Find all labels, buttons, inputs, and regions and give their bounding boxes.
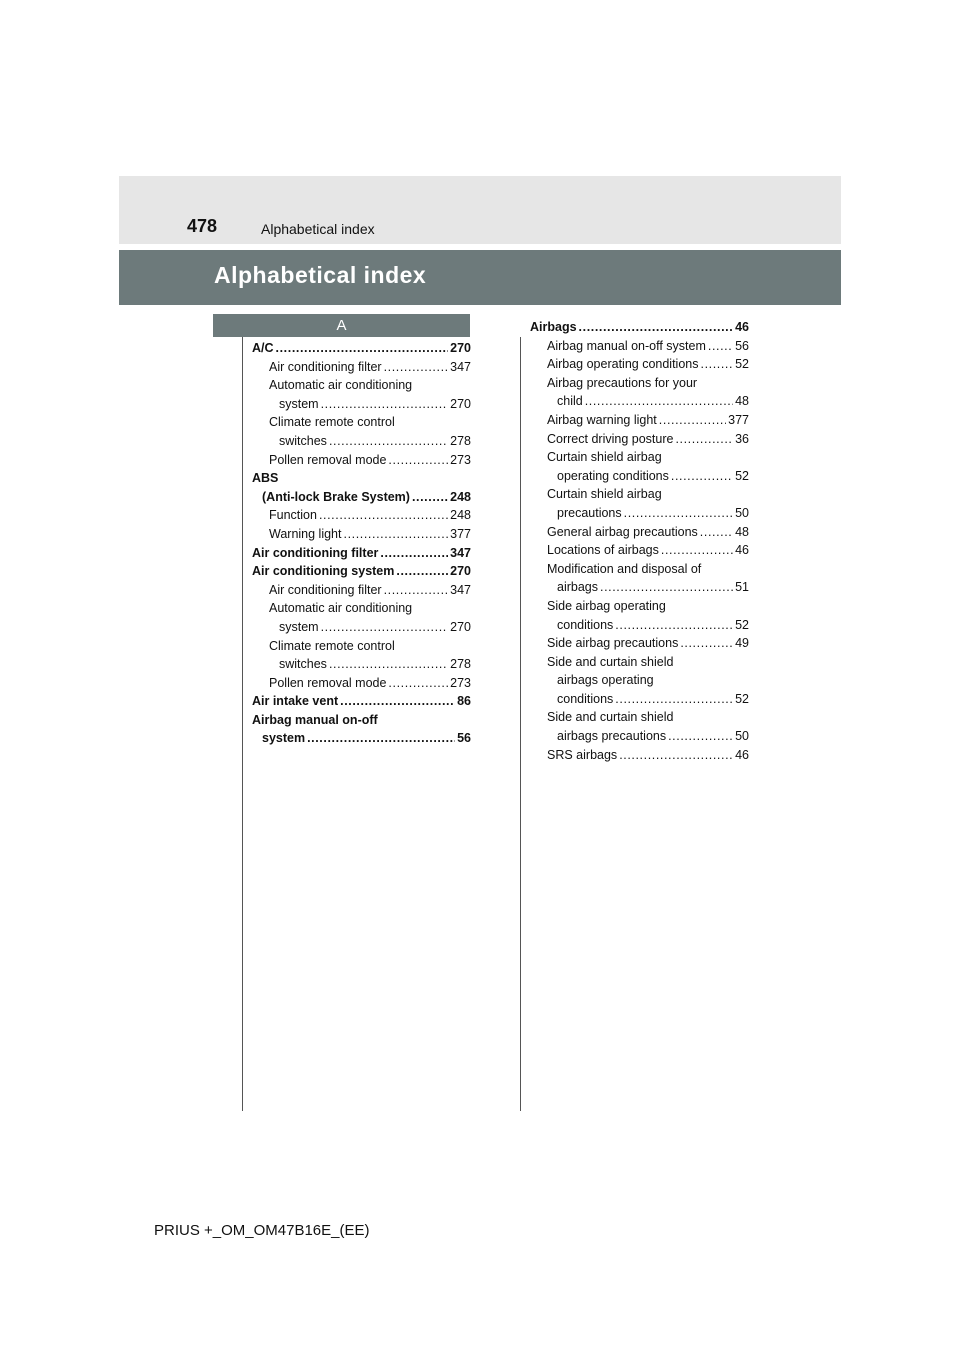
index-entry-page: 270 (450, 619, 471, 634)
index-entry-text: Air conditioning filter (269, 359, 382, 374)
index-entry-text: switches (279, 657, 327, 672)
index-entry-page: 50 (735, 505, 749, 520)
dot-leader (344, 525, 449, 544)
index-entry (252, 376, 471, 395)
dot-leader (624, 504, 733, 523)
index-entry-page: 51 (735, 580, 749, 595)
index-entry (252, 339, 471, 358)
index-entry-text: (Anti-lock Brake System) (262, 489, 410, 504)
index-entry (252, 488, 471, 507)
index-entry-text: Side airbag operating (547, 598, 666, 613)
index-entry (252, 655, 471, 674)
index-entry-page: 248 (450, 508, 471, 523)
index-entry-text: Air conditioning system (252, 564, 395, 579)
index-entry-page: 46 (735, 543, 749, 558)
index-entry-text: Air intake vent (252, 694, 339, 709)
index-entry-page: 49 (735, 636, 749, 651)
index-entry-text: Modification and disposal of (547, 561, 702, 576)
index-entry-text: Airbags (530, 320, 577, 334)
index-entry-text: airbags (557, 580, 598, 595)
index-entry-text: Correct driving posture (547, 431, 674, 446)
header-band (119, 176, 841, 244)
dot-leader (321, 395, 449, 414)
index-entry (530, 392, 749, 411)
index-entry-text: Climate remote control (269, 415, 395, 430)
index-entry-text: Pollen removal mode (269, 452, 387, 467)
dot-leader (412, 488, 448, 507)
page-title: Alphabetical index (214, 262, 427, 288)
index-entry-text: A/C (252, 341, 274, 355)
index-entry-text: Automatic air conditioning (269, 378, 413, 393)
dot-leader (661, 541, 733, 560)
index-entry-page: 248 (450, 489, 471, 504)
index-entry (530, 578, 749, 597)
index-entry (252, 674, 471, 693)
dot-leader (585, 392, 733, 411)
dot-leader (307, 729, 455, 748)
index-entry-text: operating conditions (557, 468, 669, 483)
index-column-left (252, 339, 471, 748)
index-entry-text: Airbag manual on-off (252, 712, 378, 727)
dot-leader (579, 318, 734, 337)
dot-leader (380, 544, 448, 563)
index-entry (530, 616, 749, 635)
dot-leader (700, 523, 733, 542)
index-entry-page: 270 (450, 564, 471, 579)
index-entry-page: 278 (450, 657, 471, 672)
dot-leader (708, 337, 733, 356)
index-entry (530, 411, 749, 430)
index-entry (252, 711, 471, 730)
index-entry-page: 52 (735, 468, 749, 483)
index-entry-page: 270 (450, 396, 471, 411)
index-entry (530, 746, 749, 765)
index-entry-page: 347 (450, 359, 471, 374)
index-entry (530, 504, 749, 523)
index-entry-text: SRS airbags (547, 747, 618, 762)
index-entry (530, 448, 749, 467)
index-entry-page: 377 (450, 526, 471, 541)
index-entry-text: conditions (557, 691, 614, 706)
index-entry (530, 560, 749, 579)
index-entry (252, 599, 471, 618)
index-entry (530, 374, 749, 393)
index-entry-text: Airbag operating conditions (547, 357, 699, 372)
dot-leader (615, 690, 733, 709)
index-entry (252, 506, 471, 525)
dot-leader (388, 451, 448, 470)
left-column-divider (242, 337, 243, 1111)
index-entry-page: 273 (450, 452, 471, 467)
index-entry (252, 469, 471, 488)
index-entry-page: 86 (457, 694, 471, 709)
index-entry (252, 544, 471, 563)
right-column-divider (520, 337, 521, 1111)
dot-leader (668, 727, 733, 746)
index-entry-page: 50 (735, 729, 749, 744)
index-entry-page: 273 (450, 675, 471, 690)
index-entry-page: 56 (457, 731, 471, 746)
index-entry-page: 52 (735, 617, 749, 632)
index-entry-text: Side and curtain shield (547, 654, 674, 669)
dot-leader (396, 562, 448, 581)
index-entry (530, 430, 749, 449)
dot-leader (619, 746, 733, 765)
index-entry-page: 52 (735, 357, 749, 372)
index-entry-text: airbags precautions (557, 729, 667, 744)
dot-leader (340, 692, 455, 711)
index-entry (530, 467, 749, 486)
index-entry-text: ABS (252, 471, 279, 486)
index-entry (530, 523, 749, 542)
index-entry-text: Airbag precautions for your (547, 375, 698, 390)
index-entry-page: 46 (735, 320, 749, 334)
index-entry-text: Air conditioning filter (252, 545, 379, 560)
index-entry (530, 690, 749, 709)
index-entry (530, 671, 749, 690)
dot-leader (329, 655, 448, 674)
index-entry-text: switches (279, 433, 327, 448)
index-entry (252, 432, 471, 451)
index-entry (252, 618, 471, 637)
page-number: 478 (187, 216, 218, 236)
dot-leader (276, 339, 449, 358)
index-entry (252, 451, 471, 470)
index-entry-page: 46 (735, 747, 749, 762)
index-entry-text: Side airbag precautions (547, 636, 679, 651)
index-entry (252, 562, 471, 581)
index-entry-text: Airbag manual on-off system (547, 338, 706, 353)
index-entry-text: child (557, 394, 583, 409)
index-entry-page: 48 (735, 524, 749, 539)
index-entry-page: 36 (735, 431, 749, 446)
index-entry-text: Automatic air conditioning (269, 601, 413, 616)
index-entry (530, 597, 749, 616)
index-column-right (530, 318, 749, 764)
dot-leader (600, 578, 733, 597)
dot-leader (329, 432, 448, 451)
index-entry-text: precautions (557, 505, 622, 520)
index-entry (252, 395, 471, 414)
index-entry-text: Air conditioning filter (269, 582, 382, 597)
index-entry (530, 727, 749, 746)
section-letter-bar: A (213, 314, 470, 337)
dot-leader (701, 355, 734, 374)
index-entry-text: Curtain shield airbag (547, 450, 662, 465)
index-entry-text: airbags operating (557, 673, 654, 688)
index-entry-page: 347 (450, 545, 471, 560)
dot-leader (384, 358, 449, 377)
index-entry (530, 318, 749, 337)
index-entry-page: 278 (450, 433, 471, 448)
title-band (119, 250, 841, 305)
index-entry-text: Function (269, 508, 317, 523)
dot-leader (671, 467, 733, 486)
dot-leader (680, 634, 733, 653)
index-entry (530, 653, 749, 672)
index-entry-page: 56 (735, 338, 749, 353)
index-entry-text: conditions (557, 617, 614, 632)
index-entry (252, 581, 471, 600)
index-entry-text: system (262, 731, 306, 746)
index-entry (252, 692, 471, 711)
index-entry (530, 708, 749, 727)
index-entry (530, 355, 749, 374)
index-entry-page: 377 (728, 412, 749, 427)
index-entry-text: Pollen removal mode (269, 675, 387, 690)
dot-leader (615, 616, 733, 635)
index-entry-text: Climate remote control (269, 638, 395, 653)
index-entry-text: Side and curtain shield (547, 710, 674, 725)
index-entry-text: Locations of airbags (547, 543, 659, 558)
index-entry-text: General airbag precautions (547, 524, 698, 539)
index-entry-text: Curtain shield airbag (547, 487, 662, 502)
index-entry-text: Warning light (269, 526, 342, 541)
index-entry (530, 485, 749, 504)
index-entry (252, 358, 471, 377)
dot-leader (675, 430, 733, 449)
index-entry (530, 337, 749, 356)
dot-leader (388, 674, 448, 693)
index-entry (252, 413, 471, 432)
dot-leader (384, 581, 449, 600)
dot-leader (659, 411, 726, 430)
dot-leader (319, 506, 448, 525)
running-title: Alphabetical index (261, 221, 375, 237)
index-entry-page: 347 (450, 582, 471, 597)
index-entry-page: 48 (735, 394, 749, 409)
index-entry-text: system (279, 396, 319, 411)
index-entry (530, 634, 749, 653)
index-entry (252, 637, 471, 656)
index-entry-page: 270 (450, 341, 471, 355)
index-entry-text: Airbag warning light (547, 412, 657, 427)
index-entry (530, 541, 749, 560)
footer-document-code: PRIUS +_OM_OM47B16E_(EE) (154, 1222, 370, 1239)
dot-leader (321, 618, 449, 637)
index-entry (252, 729, 471, 748)
index-entry (252, 525, 471, 544)
index-entry-page: 52 (735, 691, 749, 706)
index-entry-text: system (279, 619, 319, 634)
